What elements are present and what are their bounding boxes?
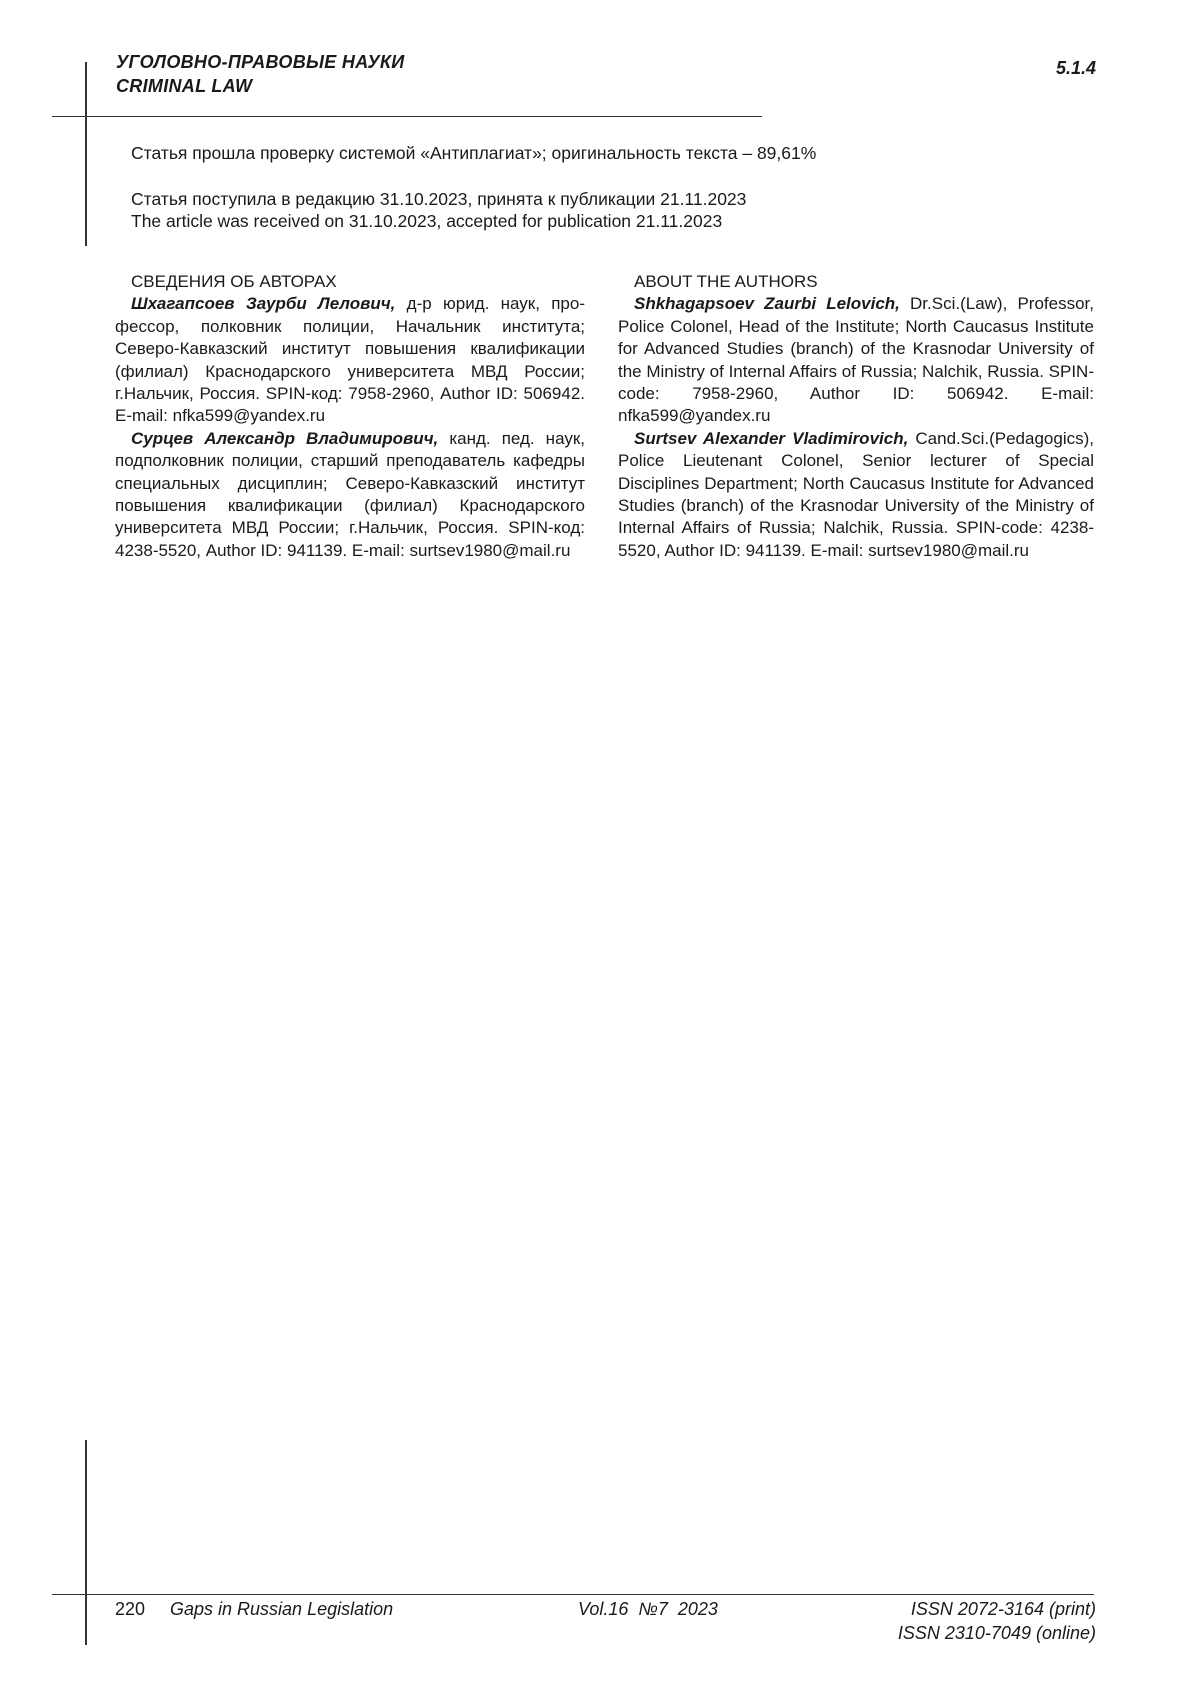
- author-ru-1-name: Шхагапсоев Заурби Лелович,: [131, 294, 396, 314]
- volume-info: Vol.16 №7 2023: [578, 1599, 718, 1619]
- authors-ru-heading: СВЕДЕНИЯ ОБ АВТОРАХ: [131, 272, 337, 291]
- author-en-2-name: Surtsev Alexander Vladimirovich,: [634, 428, 909, 448]
- section-title-en: CRIMINAL LAW: [116, 76, 253, 96]
- received-note-ru: Статья поступила в редакцию 31.10.2023, принята к публикации 21.11.2023: [131, 189, 747, 209]
- author-ru-1-details: д-р юрид. наук, профессор, полковник полиции, Начальник института; Северо-Кавказский институт повышения квалификации (филиал) Краснодарского университета МВД России; г.Нальчик, Россия. SPIN-код: 7958-2960, Author ID: 506942. E-mail: nfka599@yandex.ru: [115, 294, 585, 426]
- issn-online: ISSN 2310-7049 (online): [897, 1623, 1096, 1643]
- author-en-2: [618, 428, 1094, 562]
- section-title-ru: УГОЛОВНО-ПРАВОВЫЕ НАУКИ: [116, 52, 405, 72]
- section-title: [116, 50, 404, 98]
- authors-ru-column: [115, 271, 585, 562]
- author-ru-2-details: канд. пед. наук, подполковник полиции, старший преподаватель кафедры специальных дисциплин; Северо-Кавказский институт повышения квалификации (филиал) Краснодарского университета МВД России; г.Нальчик, Россия. SPIN-код: 4238-5520, Author ID: 941139. E-mail: surtsev1980@mail.ru: [115, 428, 585, 560]
- author-en-1: [618, 293, 1094, 427]
- page-number: 220: [115, 1599, 146, 1619]
- top-vertical-rule: [85, 62, 87, 246]
- author-en-1-name: Shkhagapsoev Zaurbi Lelovich,: [634, 294, 900, 314]
- issn-block: [898, 1597, 1096, 1645]
- antiplagiat-note: Статья прошла проверку системой «Антиплагиат»; оригинальность текста – 89,61%: [131, 143, 817, 163]
- authors-en-column: [618, 271, 1094, 562]
- author-ru-1: [115, 293, 585, 427]
- author-ru-2: [115, 428, 585, 562]
- subject-code: 5.1.4: [1055, 58, 1096, 78]
- issn-print: ISSN 2072-3164 (print): [910, 1599, 1096, 1619]
- authors-en-heading: ABOUT THE AUTHORS: [634, 272, 818, 291]
- author-en-1-details: Dr.Sci.(Law), Professor, Police Colonel, Head of the Institute; North Caucasus Institute for Advanced Studies (branch) of the Krasnodar University of the Ministry of Internal Affairs of Russia; Nalchik, Russia. SPIN-code: 7958-2960, Author ID: 506942. E-mail: nfka599@yandex.ru: [618, 294, 1094, 426]
- bottom-horizontal-rule: [52, 1594, 1094, 1595]
- journal-title: Gaps in Russian Legislation: [170, 1599, 394, 1619]
- top-horizontal-rule: [52, 116, 762, 117]
- received-note-en: The article was received on 31.10.2023, accepted for publication 21.11.2023: [131, 211, 723, 231]
- author-en-2-details: Cand.Sci.(Pedagogics), Police Lieutenant Colonel, Senior lecturer of Special Disciplines Department; North Caucasus Institute for Advanced Studies (branch) of the Krasnodar University of the Ministry of Internal Affairs of Russia; Nalchik, Russia. SPIN-code: 4238-5520, Author ID: 941139. E-mail: surtsev1980@mail.ru: [618, 428, 1094, 560]
- author-ru-2-name: Сурцев Александр Владимирович,: [131, 428, 439, 448]
- bottom-vertical-rule: [85, 1440, 87, 1645]
